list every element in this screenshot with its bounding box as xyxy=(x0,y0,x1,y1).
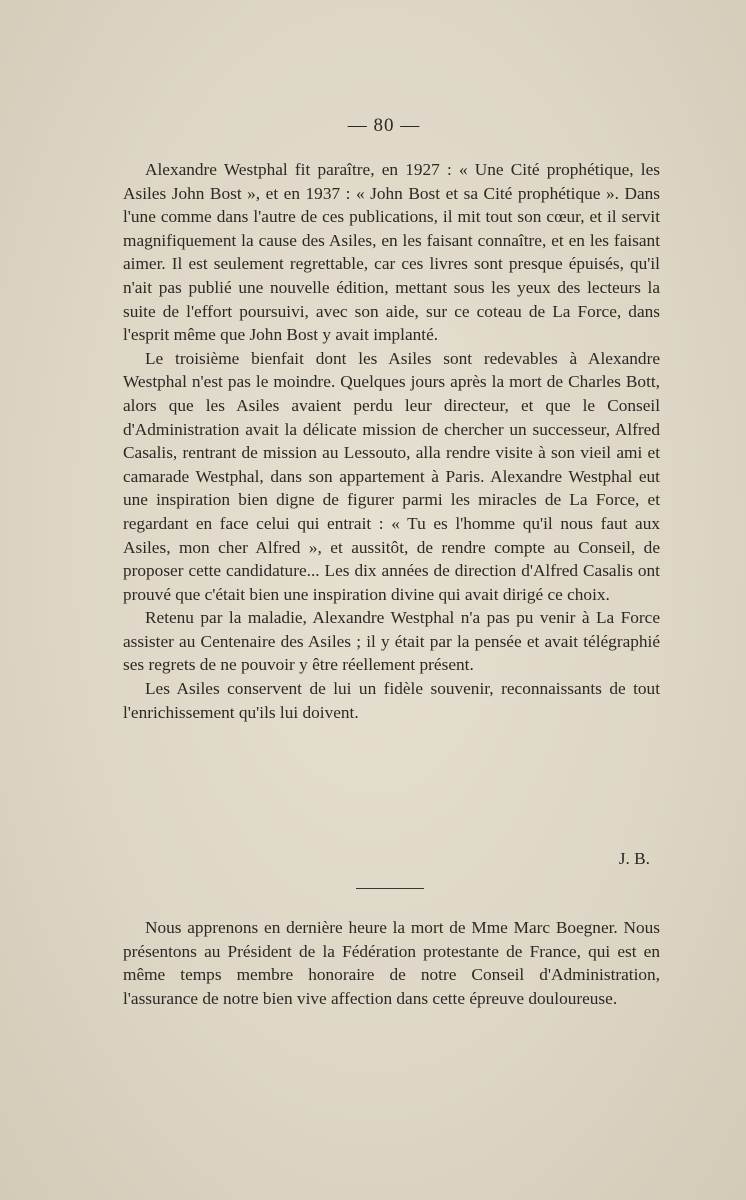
section-divider xyxy=(356,888,424,889)
page-number: — 80 — xyxy=(347,115,421,136)
article-paragraph-3: Retenu par la maladie, Alexandre Westphal n'a pas pu venir à La Force assister au Centenaire des Asiles ; il y était par la pensée et avait télégraphié ses regrets de ne pouvoir y être réellement présent. xyxy=(123,608,660,675)
article-paragraph-4: Les Asiles conservent de lui un fidèle souvenir, reconnaissants de tout l'enrichissement qu'ils lui doivent. xyxy=(123,679,660,722)
author-signature: J. B. xyxy=(618,849,650,868)
article-paragraph-2: Le troisième bienfait dont les Asiles sont redevables à Alexandre Westphal n'est pas le moindre. Quelques jours après la mort de Charles Bott, alors que les Asiles avaient perdu leur directeur, et que le Conseil d'Administration avait la délicate mission de chercher un successeur, Alfred Casalis, rentrant de mission au Lessouto, alla rendre visite à son vieil ami et camarade Westphal, dans son appartement à Paris. Alexandre Westphal eut une inspiration bien digne de figurer parmi les miracles de La Force, et regardant en face celui qui entrait : « Tu es l'homme qu'il nous faut aux Asiles, mon cher Alfred », et aussitôt, de rendre compte au Conseil, de proposer cette candidature... Les dix années de direction d'Alfred Casalis ont prouvé que c'était bien une inspiration divine qui avait dirigé ce choix. xyxy=(123,348,660,604)
notice-body xyxy=(123,916,660,1010)
notice-paragraph: Nous apprenons en dernière heure la mort de Mme Marc Boegner. Nous présentons au Président de la Fédération protestante de France, qui est en même temps membre honoraire de notre Conseil d'Administration, l'assurance de notre bien vive affection dans cette épreuve douloureuse. xyxy=(123,918,660,1008)
article-body xyxy=(123,158,660,724)
article-paragraph-1: Alexandre Westphal fit paraître, en 1927 : « Une Cité prophétique, les Asiles John Bost », et en 1937 : « John Bost et sa Cité prophétique ». Dans l'une comme dans l'autre de ces publications, il mit tout son cœur, et il servit magnifiquement la cause des Asiles, en les faisant connaître, et en les faisant aimer. Il est seulement regrettable, car ces livres sont presque épuisés, qu'il n'ait pas publié une nouvelle édition, mettant sous les yeux des lecteurs la suite de l'effort poursuivi, avec son aide, sur ce coteau de La Force, dans l'esprit même que John Bost y avait implanté. xyxy=(123,160,660,345)
